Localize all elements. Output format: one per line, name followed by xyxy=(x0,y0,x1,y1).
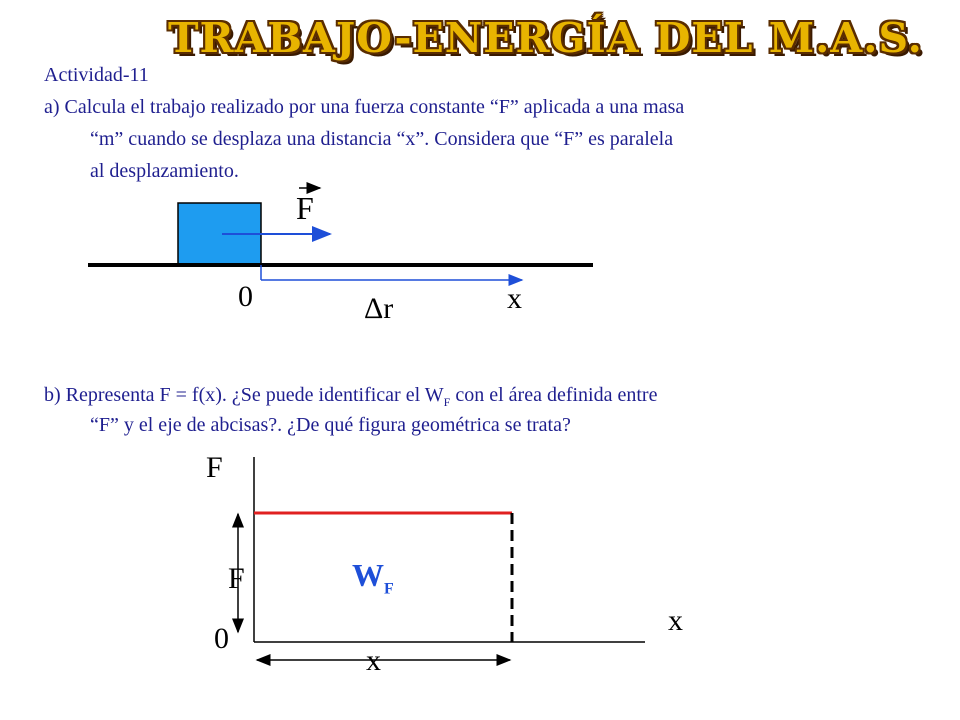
activity-label: Actividad-11 xyxy=(44,64,149,86)
part-a-line-2: “m” cuando se desplaza una distancia “x”. Considera que “F” es paralela xyxy=(90,128,674,150)
part-a-line-3: al desplazamiento. xyxy=(90,160,239,182)
page-title: TRABAJO-ENERGÍA DEL M.A.S. xyxy=(168,14,923,62)
work-area-label-sub: F xyxy=(384,580,394,598)
graph-width-label: x xyxy=(366,644,381,677)
part-b-line-1 xyxy=(44,384,657,410)
part-b-line-2: “F” y el eje de abcisas?. ¿De qué figura geométrica se trata? xyxy=(90,414,571,436)
graph-x-axis-label: x xyxy=(668,604,683,637)
work-area-label xyxy=(352,557,394,598)
x-position-label: x xyxy=(507,282,522,315)
part-b-line-1-start: b) Representa F = f(x). ¿Se puede identificar el W xyxy=(44,384,444,406)
part-b-line-1-sub: F xyxy=(443,395,451,409)
work-area-label-main: W xyxy=(352,557,384,593)
origin-label: 0 xyxy=(238,280,253,313)
displacement-label: Δr xyxy=(364,292,394,325)
part-b-line-1-end: con el área definida entre xyxy=(450,384,658,406)
part-a-line-1: a) Calcula el trabajo realizado por una fuerza constante “F” aplicada a una masa xyxy=(44,96,685,118)
force-label: F xyxy=(296,190,314,226)
graph-origin-label: 0 xyxy=(214,622,229,655)
graph-y-axis-label: F xyxy=(206,451,223,484)
graph-height-label: F xyxy=(228,562,245,595)
